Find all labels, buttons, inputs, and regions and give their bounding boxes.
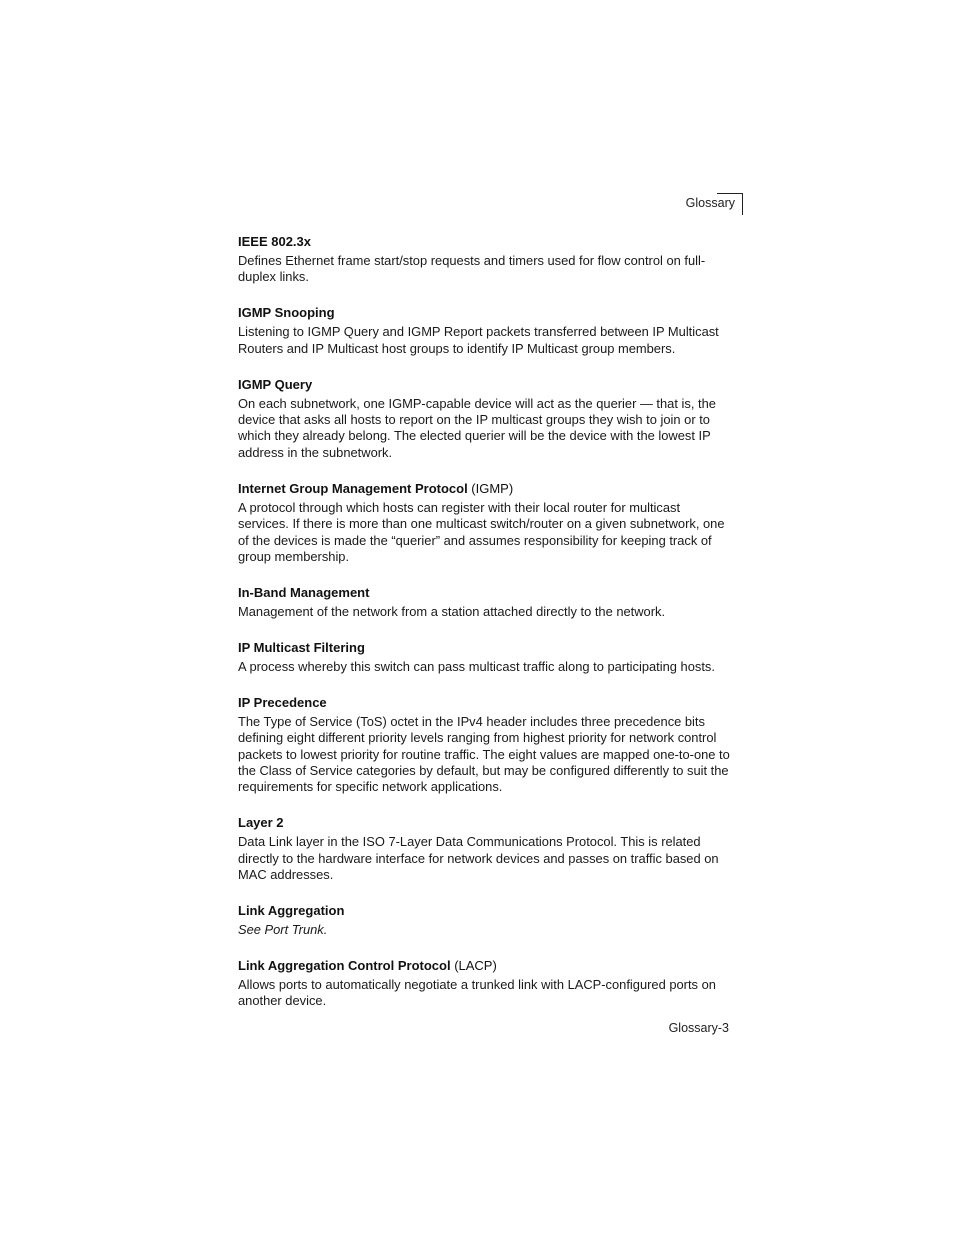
glossary-cross-reference: See Port Trunk. (238, 921, 328, 937)
term-name: Link Aggregation (238, 902, 345, 918)
glossary-entry-link-aggregation (238, 902, 733, 938)
running-header-label: Glossary (685, 196, 735, 210)
glossary-entry-igmp-snooping (238, 304, 733, 357)
glossary-body (238, 233, 733, 1028)
glossary-term (238, 584, 733, 601)
glossary-term (238, 376, 733, 393)
term-name: IP Multicast Filtering (238, 639, 365, 655)
glossary-entry-igmp-query (238, 376, 733, 462)
glossary-term (238, 304, 733, 321)
header-rule-side (742, 193, 743, 215)
page-number: Glossary-3 (668, 1021, 729, 1035)
glossary-term (238, 480, 733, 497)
term-name: IGMP Query (238, 376, 313, 392)
glossary-term (238, 694, 733, 711)
glossary-entry-ip-precedence (238, 694, 733, 796)
term-name: IEEE 802.3x (238, 234, 311, 249)
glossary-definition: The Type of Service (ToS) octet in the IPv4 header includes three precedence bits defining eight different priority levels ranging from highest priority for network control packets to lowest priority for routine traffic. The eight values are mapped one-to-one to the Class of Service categories by default, but may be configured differently to suit the requirements for specific network applications. (238, 713, 730, 795)
glossary-entry-ieee-802-3x (238, 233, 733, 286)
glossary-term (238, 639, 733, 656)
glossary-entry-ip-multicast-filtering (238, 639, 733, 675)
term-abbreviation: (LACP) (450, 957, 497, 973)
header-rule-top (717, 193, 743, 194)
term-name: IP Precedence (238, 694, 327, 710)
glossary-definition: Management of the network from a station attached directly to the network. (238, 603, 666, 619)
term-name: IGMP Snooping (238, 305, 335, 321)
glossary-definition: A process whereby this switch can pass multicast traffic along to participating hosts. (238, 658, 715, 674)
glossary-entry-lacp (238, 957, 733, 1010)
glossary-entry-igmp (238, 480, 733, 566)
term-name: Link Aggregation Control Protocol (238, 957, 451, 973)
glossary-definition: Defines Ethernet frame start/stop requests and timers used for flow control on full-duplex links. (238, 253, 706, 285)
running-header (600, 193, 743, 215)
glossary-definition: On each subnetwork, one IGMP-capable device will act as the querier — that is, the device that asks all hosts to report on the IP multicast groups they wish to join or to which they already belong. The elected querier will be the device with the lowest IP address in the subnetwork. (238, 395, 716, 460)
glossary-definition: Allows ports to automatically negotiate a trunked link with LACP-configured ports on another device. (238, 976, 716, 1009)
term-name: In-Band Management (238, 584, 370, 600)
glossary-definition: Data Link layer in the ISO 7-Layer Data Communications Protocol. This is related directly to the hardware interface for network devices and passes on traffic based on MAC addresses. (238, 834, 719, 883)
glossary-term (238, 902, 733, 919)
glossary-entry-in-band-management (238, 584, 733, 620)
glossary-definition: Listening to IGMP Query and IGMP Report packets transferred between IP Multicast Routers and IP Multicast host groups to identify IP Multicast group members. (238, 324, 719, 356)
glossary-entry-layer-2 (238, 814, 733, 883)
term-name: Layer 2 (238, 815, 284, 831)
glossary-term (238, 957, 733, 974)
glossary-term (238, 233, 733, 250)
glossary-term (238, 814, 733, 831)
term-name: Internet Group Management Protocol (238, 480, 468, 496)
term-abbreviation: (IGMP) (467, 480, 514, 496)
glossary-definition: A protocol through which hosts can register with their local router for multicast services. If there is more than one multicast switch/router on a given subnetwork, one of the devices is made the “querier” and assumes responsibility for keeping track of group membership. (238, 499, 725, 564)
